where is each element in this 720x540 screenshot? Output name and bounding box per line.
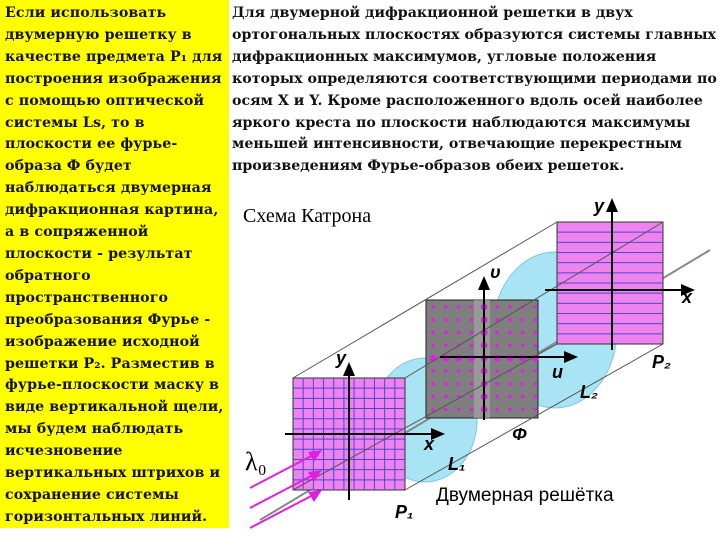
diffraction-maximum	[508, 395, 512, 399]
diffraction-maximum	[457, 331, 461, 335]
diffraction-maximum	[521, 344, 525, 348]
label-y-p2: y	[594, 196, 605, 216]
diffraction-maximum	[468, 355, 475, 362]
diffraction-maximum	[534, 408, 538, 412]
diffraction-maximum	[457, 382, 461, 386]
diffraction-maximum	[534, 305, 538, 309]
diffraction-maximum	[495, 382, 499, 386]
diffraction-maximum	[431, 331, 435, 335]
label-x-p1: x	[424, 434, 435, 454]
diffraction-maximum	[534, 395, 538, 399]
diffraction-maximum	[508, 344, 512, 348]
diffraction-maximum	[431, 408, 435, 412]
diffraction-maximum	[495, 408, 499, 412]
diffraction-maximum	[534, 331, 538, 335]
diffraction-maximum	[444, 344, 448, 348]
diagram-title: Схема Катрона	[243, 205, 372, 227]
diffraction-maximum	[431, 344, 435, 348]
diffraction-maximum	[444, 369, 448, 373]
diffraction-maximum	[431, 395, 435, 399]
diffraction-maximum	[521, 408, 525, 412]
diffraction-maximum	[457, 408, 461, 412]
diffraction-maximum	[521, 382, 525, 386]
diffraction-maximum	[444, 395, 448, 399]
diffraction-maximum	[534, 382, 538, 386]
diffraction-maximum	[495, 305, 499, 309]
diffraction-maximum	[470, 318, 474, 322]
label-x-p2: x	[682, 287, 693, 307]
diffraction-maximum	[519, 355, 526, 362]
diffraction-maximum	[431, 305, 435, 309]
left-description: Если использовать двумерную решетку в качестве предмета P₁ для построения изображения с помощью оптической системы Ls, то в плоскости ее фурье-образа Ф будет наблюдаться двумерная дифракционная картина, а в сопряженной плоскости - результат обратного пространственного преобразования Фурье - изображение исходной решетки P₂. Разместив в фурье-плоскости маску в виде вертикальной щели, мы будем наблюдать исчезновение вертикальных штрихов и сохранение системы горизонтальных линий.	[5, 5, 224, 525]
diffraction-maximum	[508, 318, 512, 322]
diffraction-maximum	[508, 408, 512, 412]
label-y-p1: y	[336, 348, 347, 368]
diffraction-maximum	[457, 369, 461, 373]
diffraction-maximum	[495, 395, 499, 399]
diffraction-maximum	[470, 305, 474, 309]
diffraction-maximum	[444, 382, 448, 386]
diffraction-maximum	[455, 355, 462, 362]
label-p2: P₂	[652, 352, 671, 372]
label-lambda: λ₀	[245, 447, 267, 476]
diffraction-maximum	[444, 408, 448, 412]
diffraction-maximum	[457, 318, 461, 322]
diffraction-maximum	[508, 305, 512, 309]
diffraction-maximum	[470, 395, 474, 399]
label-v: υ	[490, 262, 501, 282]
label-l2: L₂	[580, 382, 598, 402]
diffraction-maximum	[534, 344, 538, 348]
diffraction-maximum	[495, 369, 499, 373]
diffraction-maximum	[495, 331, 499, 335]
label-u: u	[552, 362, 563, 382]
diffraction-maximum	[431, 369, 435, 373]
label-phi: Φ	[512, 424, 527, 444]
diffraction-maximum	[506, 355, 513, 362]
diffraction-maximum	[521, 395, 525, 399]
fourier-plane	[426, 300, 539, 418]
diffraction-maximum	[534, 318, 538, 322]
grating-p2	[557, 222, 663, 344]
top-description: Для двумерной дифракционной решетки в двух ортогональных плоскостях образуются системы главных дифракционных максимумов, угловые положения которых определяются соответствующими периодами по осям X и Y. Кроме расположенного вдоль осей наиболее яркого креста по плоскости наблюдаются максимумы меньшей интенсивности, отвечающие перекрестным произведениям Фурье-образов обеих решеток.	[232, 5, 717, 175]
diffraction-maximum	[470, 369, 474, 373]
diffraction-maximum	[494, 355, 501, 362]
diffraction-maximum	[470, 331, 474, 335]
diffraction-maximum	[444, 305, 448, 309]
diffraction-maximum	[508, 331, 512, 335]
diffraction-maximum	[521, 318, 525, 322]
diffraction-maximum	[442, 355, 449, 362]
label-l1: L₁	[448, 454, 466, 474]
diffraction-maximum	[431, 318, 435, 322]
diffraction-maximum	[470, 382, 474, 386]
diffraction-maximum	[470, 408, 474, 412]
diffraction-maximum	[521, 331, 525, 335]
diagram-caption: Двумерная решётка	[436, 485, 614, 506]
diffraction-maximum	[444, 318, 448, 322]
diffraction-maximum	[470, 344, 474, 348]
diffraction-maximum	[534, 369, 538, 373]
diffraction-maximum	[521, 369, 525, 373]
diffraction-maximum	[457, 305, 461, 309]
diffraction-maximum	[431, 382, 435, 386]
diffraction-maximum	[444, 331, 448, 335]
diffraction-maximum	[495, 344, 499, 348]
diffraction-maximum	[508, 382, 512, 386]
label-p1: P₁	[395, 502, 414, 522]
